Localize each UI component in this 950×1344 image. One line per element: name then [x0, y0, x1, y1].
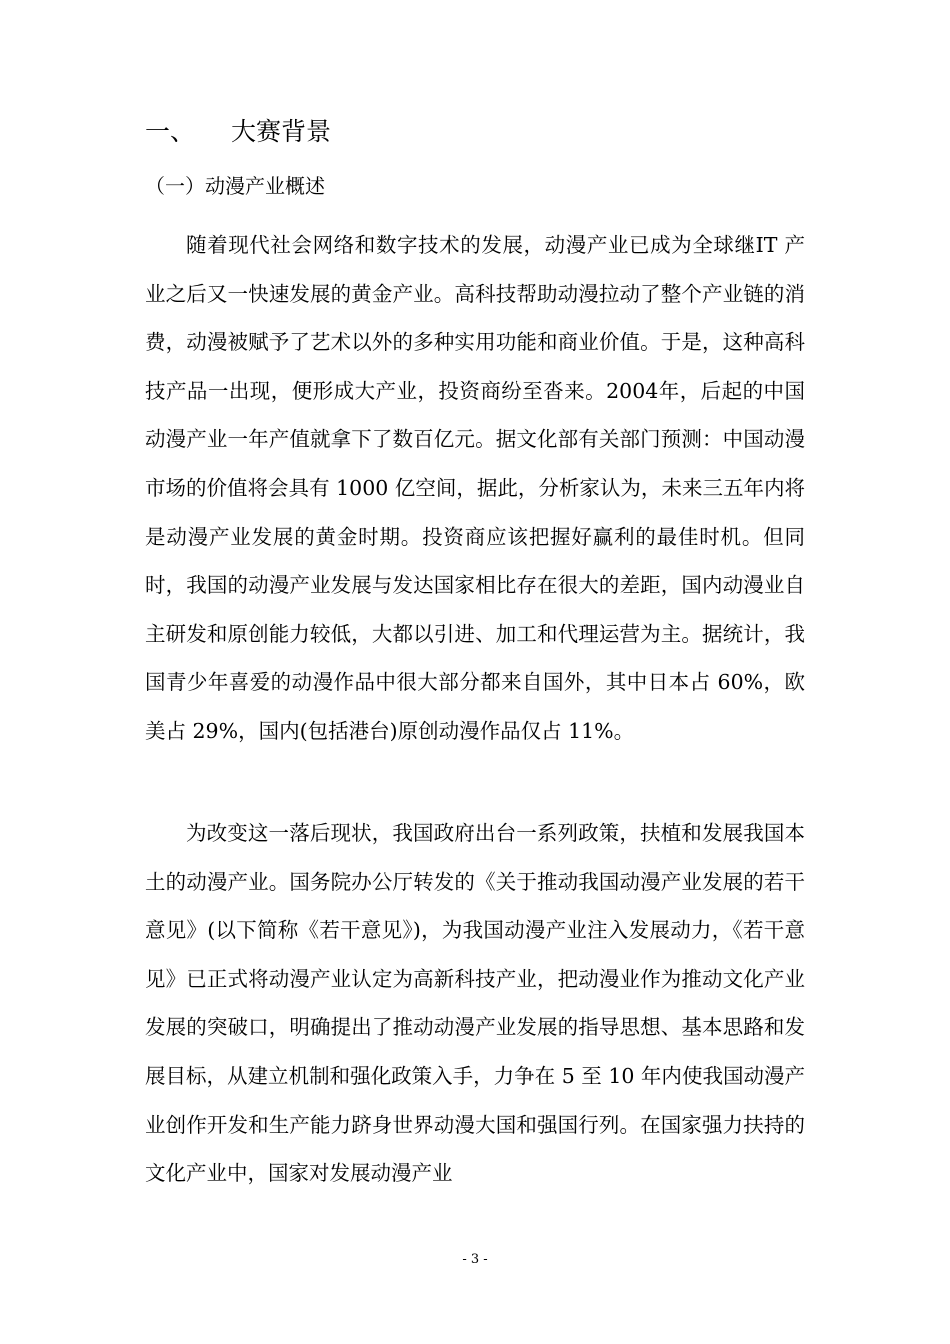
subsection-heading: （一）动漫产业概述	[145, 174, 325, 198]
body-paragraph-1: 随着现代社会网络和数字技术的发展，动漫产业已成为全球继IT 产业之后又一快速发展的黄金产业。高科技帮助动漫拉动了整个产业链的消费，动漫被赋予了艺术以外的多种实用功能和商业价值。于是，这种高科技产品一出现，便形成大产业，投资商纷至沓来。2004年，后起的中国动漫产业一年产值就拿下了数百亿元。据文化部有关部门预测：中国动漫市场的价值将会具有 1000 亿空间，据此，分析家认为，未来三五年内将是动漫产业发展的黄金时期。投资商应该把握好赢利的最佳时机。但同时，我国的动漫产业发展与发达国家相比存在很大的差距，国内动漫业自主研发和原创能力较低，大都以引进、加工和代理运营为主。据统计，我国青少年喜爱的动漫作品中很大部分都来自国外，其中日本占 60%，欧美占 29%，国内(包括港台)原创动漫作品仅占 11%。	[145, 233, 805, 743]
section-title: 大赛背景	[231, 117, 332, 146]
body-paragraph-2: 为改变这一落后现状，我国政府出台一系列政策，扶植和发展我国本土的动漫产业。国务院办公厅转发的《关于推动我国动漫产业发展的若干意见》(以下简称《若干意见》)，为我国动漫产业注入发展动力，《若干意见》已正式将动漫产业认定为高新科技产业，把动漫业作为推动文化产业发展的突破口，明确提出了推动动漫产业发展的指导思想、基本思路和发展目标，从建立机制和强化政策入手，力争在 5 至 10 年内使我国动漫产业创作开发和生产能力跻身世界动漫大国和强国行列。在国家强力扶持的文化产业中，国家对发展动漫产业	[145, 821, 805, 1186]
page-number: - 3 -	[462, 1252, 488, 1267]
section-number: 一、	[145, 117, 196, 146]
section-heading	[145, 112, 331, 152]
